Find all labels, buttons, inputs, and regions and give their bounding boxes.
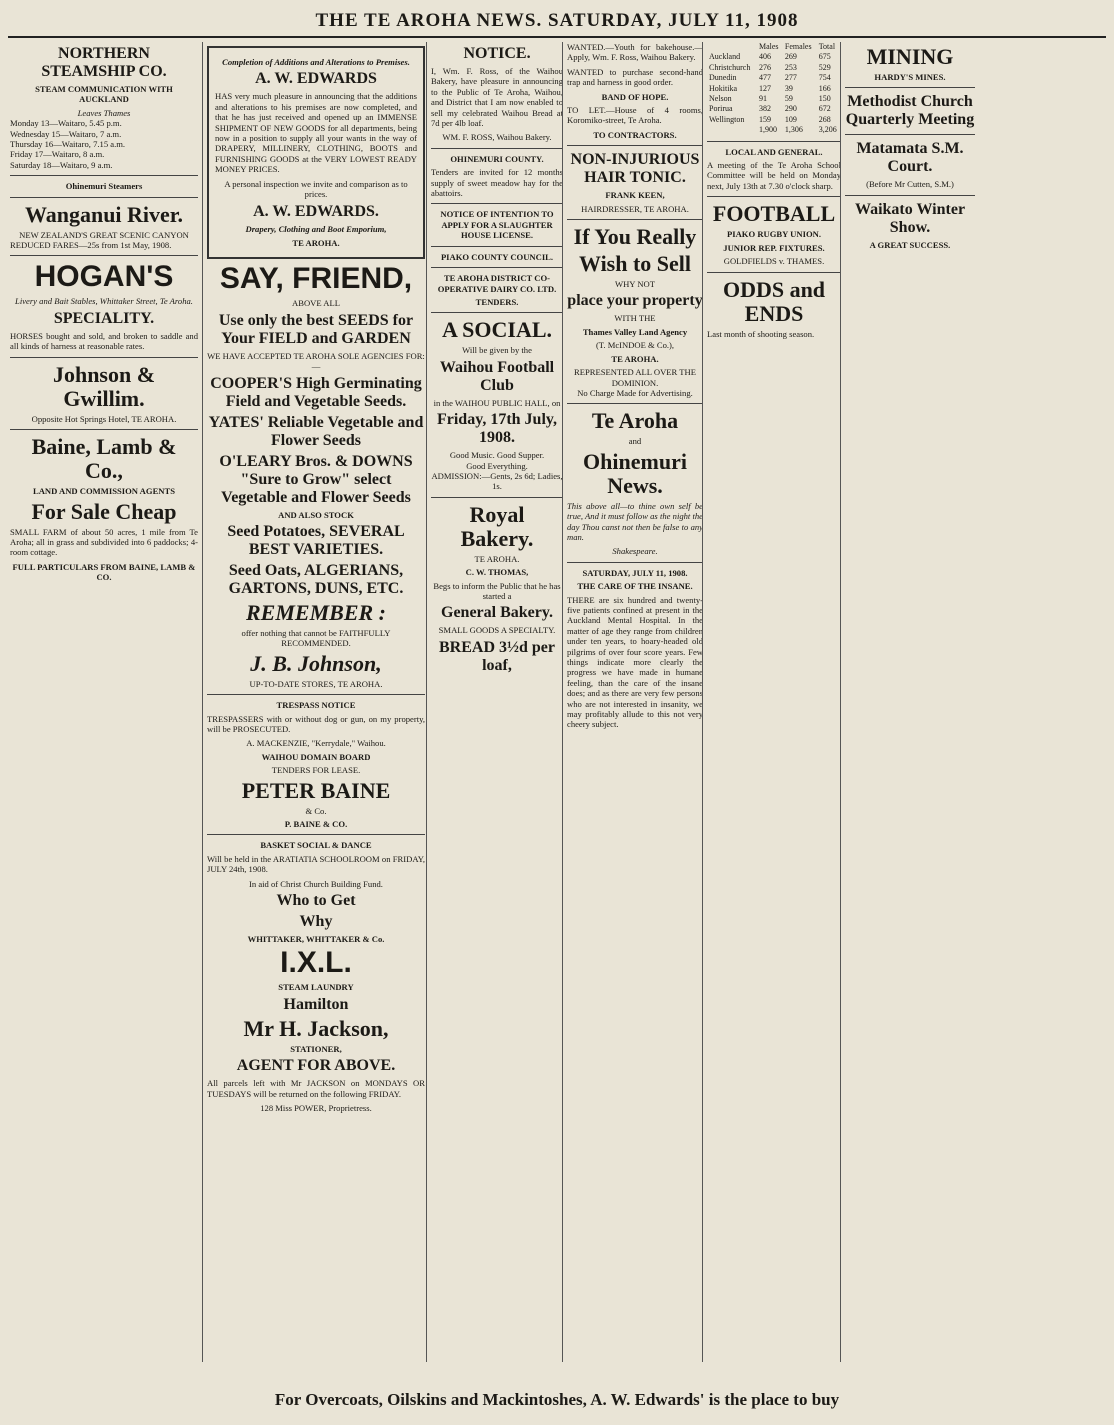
seeds-line: Use only the best SEEDS for Your FIELD and GARDEN <box>218 311 414 347</box>
table-cell: 1,900 <box>758 125 777 135</box>
divider <box>707 196 841 197</box>
edwards-signature: A. W. EDWARDS. <box>253 203 379 221</box>
potatoes-line: Seed Potatoes, SEVERAL BEST VARIETIES. <box>227 522 405 558</box>
steam-laundry: STEAM LAUNDRY <box>278 982 354 993</box>
divider <box>207 834 425 835</box>
paper-name-2: Ohinemuri News. <box>583 448 687 498</box>
table-cell: 1,306 <box>784 125 803 135</box>
no-charge: No Charge Made for Advertising. <box>577 387 693 398</box>
table-cell: 269 <box>784 52 797 62</box>
mcindoe: (T. McINDOE & Co.), <box>595 340 675 351</box>
divider <box>707 141 841 142</box>
table-cell: 672 <box>818 104 831 114</box>
schedule-line: Monday 13—Waitaro, 5.45 p.m. <box>10 118 122 129</box>
steamship-subheading: STEAM COMMUNICATION WITH AUCKLAND <box>35 84 173 105</box>
whittaker: WHITTAKER, WHITTAKER & Co. <box>247 934 385 944</box>
royal-bakery: Royal Bakery. <box>460 501 534 551</box>
table-cell: 268 <box>818 114 831 124</box>
hogan-subheading: Livery and Bait Stables, Whittaker Street, Te Aroha. <box>15 296 193 307</box>
to-let: TO LET.—House of 4 rooms, Koromiko-street, Te Aroha. <box>567 105 703 126</box>
table-cell: 3,206 <box>818 125 837 135</box>
good-music: Good Music. Good Supper. <box>449 450 545 461</box>
wanganui-subheading: NEW ZEALAND'S GREAT SCENIC CANYON <box>19 229 189 240</box>
table-cell: Auckland <box>709 52 741 62</box>
masthead: THE TE AROHA NEWS. SATURDAY, JULY 11, 1908 <box>315 10 799 31</box>
schedule-line: Wednesday 15—Waitaro, 7 a.m. <box>10 128 122 139</box>
agencies-line: WE HAVE ACCEPTED TE AROHA SOLE AGENCIES FOR:— <box>207 350 425 372</box>
table-header: Males <box>758 42 779 51</box>
thomas: C. W. THOMAS, <box>465 567 529 578</box>
power-sign: 128 Miss POWER, Proprietress. <box>260 1103 372 1114</box>
really-line: If You Really <box>573 224 697 250</box>
also-stock: AND ALSO STOCK <box>278 509 354 520</box>
trespass-heading: TRESPASS NOTICE <box>276 700 356 711</box>
begs: Begs to inform the Public that he has started a <box>433 580 561 601</box>
paper-name: Te Aroha <box>591 408 679 434</box>
hardys-heading: HARDY'S MINES. <box>874 72 946 82</box>
admission: ADMISSION:—Gents, 2s 6d; Ladies, 1s. <box>431 470 563 492</box>
yates-line: YATES' Reliable Vegetable and Flower Seeds <box>208 413 424 449</box>
mining-heading: MINING <box>866 44 954 69</box>
johnson-heading: Johnson & Gwillim. <box>52 361 156 411</box>
divider <box>431 203 563 204</box>
table-cell: 290 <box>784 104 797 114</box>
divider <box>567 145 703 146</box>
methodist-heading: Methodist Church Quarterly Meeting <box>845 93 975 129</box>
motto: This above all—to thine own self be true, And it must follow as the night the day Thou canst not then be false to any man. <box>567 500 703 542</box>
royal-town: TE AROHA. <box>474 553 520 564</box>
represented: REPRESENTED ALL OVER THE DOMINION. <box>574 367 696 388</box>
table-header-row <box>707 42 841 52</box>
wish-line: Wish to Sell <box>578 251 692 277</box>
divider <box>567 562 703 563</box>
junior-heading: JUNIOR REP. FIXTURES. <box>723 242 825 253</box>
table-cell: 529 <box>818 62 831 72</box>
insane-heading: THE CARE OF THE INSANE. <box>577 581 693 592</box>
waikato-heading: Waikato Winter Show. <box>854 200 966 236</box>
table-header: Females <box>784 42 812 51</box>
notice-text: I, Wm. F. Ross, of the Waihou Bakery, have pleasure in announcing to the Public of Te Aroha, Waihou, and District that I am now enabled to sell my celebrated Waihou Bread at 7d per 4lb loaf. <box>431 66 563 129</box>
speciality-text: HORSES bought and sold, and broken to saddle and all kinds of harness at reasonable rates. <box>10 330 198 352</box>
intention-heading: NOTICE OF INTENTION TO APPLY FOR A SLAUGHTER HOUSE LICENSE. <box>440 209 554 241</box>
odds-heading: ODDS and ENDS <box>722 276 826 326</box>
great-success: A GREAT SUCCESS. <box>869 239 951 250</box>
waihou-domain-sub: TENDERS FOR LEASE. <box>271 765 361 776</box>
divider <box>10 255 198 256</box>
divider <box>10 357 198 358</box>
divider <box>845 195 975 196</box>
local-text: A meeting of the Te Aroha School Committee will be held on Monday next, July 13th at 7.30 o'clock sharp. <box>707 160 841 191</box>
table-cell: 109 <box>784 114 797 124</box>
trespass-text: TRESPASSERS with or without dog or gun, on my property, will be PROSECUTED. <box>207 713 425 734</box>
basket-aid: In aid of Christ Church Building Fund. <box>249 878 383 889</box>
baine-heading: Baine, Lamb & Co., <box>31 434 177 484</box>
table-cell: Hokitika <box>709 83 737 93</box>
odds-text: Last month of shooting season. <box>707 328 815 339</box>
matamata-heading: Matamata S.M. Court. <box>856 140 964 176</box>
edwards-text: HAS very much pleasure in announcing that the additions and alterations to his premises are now completed, and that he has just received and opened up an IMMENSE SHIPMENT OF NEW GOODS for all departments, being now in a position to supply all your wants in the way of DRAPERY, MILLINERY, CLOTHING, BOOTS and FURNISHING GOODS at the VERY LOWEST READY MONEY PRICES. <box>215 91 417 175</box>
good-everything: Good Everything. <box>466 460 528 471</box>
ohinemuri-county-heading: OHINEMURI COUNTY. <box>450 153 544 164</box>
table-row <box>707 63 841 73</box>
table-cell: 253 <box>784 62 797 72</box>
table-cell: 382 <box>758 104 771 114</box>
with-the: WITH THE <box>614 313 656 324</box>
table-header: Total <box>818 42 836 51</box>
for-sale-heading: For Sale Cheap <box>31 498 177 524</box>
trespass-sign: A. MACKENZIE, "Kerrydale," Waihou. <box>246 738 386 749</box>
divider <box>431 312 563 313</box>
paper-and: and <box>628 436 642 447</box>
peter-baine-co: & Co. <box>305 805 327 816</box>
band-heading: BAND OF HOPE. <box>601 91 669 102</box>
ixl-heading: I.X.L. <box>280 946 352 980</box>
table-cell: 406 <box>758 52 771 62</box>
table-row <box>707 104 841 114</box>
keen-sub: HAIRDRESSER, TE AROHA. <box>581 203 689 214</box>
table-row <box>707 115 841 125</box>
remember-text: offer nothing that cannot be FAITHFULLY RECOMMENDED. <box>241 627 391 649</box>
baine-co: P. BAINE & CO. <box>284 818 348 829</box>
goldfields: GOLDFIELDS v. THAMES. <box>723 256 825 267</box>
table-cell: 477 <box>758 73 771 83</box>
divider <box>845 87 975 88</box>
divider <box>431 148 563 149</box>
jackson: Mr H. Jackson, <box>243 1015 389 1041</box>
divider <box>707 272 841 273</box>
divider <box>207 694 425 695</box>
ohinemuri-county-text: Tenders are invited for 12 months supply of sweet meadow hay for the abattoirs. <box>431 167 563 199</box>
above-all: ABOVE ALL <box>292 298 340 309</box>
say-friend-heading: SAY, FRIEND, <box>219 262 413 296</box>
dairy-heading: TE AROHA DISTRICT CO-OPERATIVE DAIRY CO. LTD. <box>437 273 557 294</box>
johnson-subheading: Opposite Hot Springs Hotel, TE AROHA. <box>31 413 177 424</box>
divider <box>431 267 563 268</box>
matamata-sub: (Before Mr Cutten, S.M.) <box>866 179 954 190</box>
thames-land-agency: Thames Valley Land Agency <box>582 326 688 337</box>
edwards-signature-town: TE AROHA. <box>292 237 340 248</box>
table-cell: 159 <box>758 114 771 124</box>
contractors-heading: TO CONTRACTORS. <box>593 129 677 140</box>
table-cell: 276 <box>758 62 771 72</box>
general-bakery: General Bakery. <box>441 604 553 622</box>
divider <box>567 403 703 404</box>
divider <box>10 197 198 198</box>
football-club: Waihou Football Club <box>439 358 555 394</box>
hogan-heading: HOGAN'S <box>34 260 174 294</box>
motto-attribution: Shakespeare. <box>612 546 658 557</box>
wanganui-heading: Wanganui River. <box>24 201 184 227</box>
table-total-row <box>707 125 841 135</box>
edwards-advert <box>207 46 425 259</box>
stationer: STATIONER, <box>290 1043 342 1054</box>
edwards-invite: A personal inspection we invite and comparison as to prices. <box>224 178 408 200</box>
schedule-line: Saturday 18—Waitaro, 9 a.m. <box>10 159 113 170</box>
speciality-heading: SPECIALITY. <box>53 309 155 327</box>
table-cell: Porirua <box>709 104 733 114</box>
local-heading: LOCAL AND GENERAL. <box>725 146 823 157</box>
social-heading: A SOCIAL. <box>441 317 553 343</box>
hair-tonic-heading: NON-INJURIOUS HAIR TONIC. <box>570 151 700 187</box>
divider <box>567 219 703 220</box>
asylum-stats-table <box>707 42 841 136</box>
table-cell: 127 <box>758 83 771 93</box>
basket-text: Will be held in the ARATIATIA SCHOOLROOM on FRIDAY, JULY 24th, 1908. <box>207 853 425 875</box>
notice-sign: WM. F. ROSS, Waihou Bakery. <box>442 132 552 143</box>
table-header <box>707 42 757 52</box>
column-5 <box>702 42 841 1362</box>
tenders-heading: TENDERS. <box>475 296 519 307</box>
piako-heading: PIAKO COUNTY COUNCIL. <box>440 251 554 262</box>
ohinemuri-heading: Ohinemuri Steamers <box>65 181 143 192</box>
wanted-purchase: WANTED to purchase second-hand trap and harness in good order. <box>567 66 703 88</box>
small-goods: SMALL GOODS A SPECIALTY. <box>438 625 556 636</box>
social-place: in the WAIHOU PUBLIC HALL, on <box>433 397 561 408</box>
why-not: WHY NOT <box>614 279 655 290</box>
table-row <box>707 84 841 94</box>
johnson-signature: J. B. Johnson, <box>250 650 382 676</box>
table-cell: 39 <box>784 83 793 93</box>
notice-heading: NOTICE. <box>463 45 531 62</box>
oleary-line: O'LEARY Bros. & DOWNS "Sure to Grow" select Vegetable and Flower Seeds <box>219 452 413 506</box>
schedule-line: Friday 17—Waitaro, 8 a.m. <box>10 149 105 160</box>
cooper-line: COOPER'S High Germinating Field and Vegetable Seeds. <box>210 374 422 410</box>
table-cell: 150 <box>818 94 831 104</box>
steamship-leaves: Leaves Thames <box>77 107 131 118</box>
table-row <box>707 73 841 83</box>
column-2 <box>202 42 425 1362</box>
bread-price: BREAD 3½d per loaf, <box>438 638 555 674</box>
baine-subheading: LAND AND COMMISSION AGENTS <box>32 486 176 497</box>
table-cell: 91 <box>758 94 767 104</box>
football-sub: PIAKO RUGBY UNION. <box>727 229 821 240</box>
column-4 <box>562 42 703 1362</box>
table-row <box>707 52 841 62</box>
table-cell: Wellington <box>709 114 745 124</box>
table-cell: 59 <box>784 94 793 104</box>
johnson-stores: UP-TO-DATE STORES, TE AROHA. <box>249 678 383 689</box>
table-cell: 754 <box>818 73 831 83</box>
column-6 <box>840 42 975 1362</box>
agent-heading: AGENT FOR ABOVE. <box>236 1057 396 1075</box>
oats-line: Seed Oats, ALGERIANS, GARTONS, DUNS, ETC. <box>228 561 404 597</box>
column-3 <box>426 42 563 1362</box>
edwards-heading: Completion of Additions and Alterations to Premises. <box>222 57 410 67</box>
remember-heading: REMEMBER : <box>246 599 386 625</box>
peter-baine-heading: PETER BAINE <box>241 777 391 803</box>
place-line: place your property <box>567 292 703 310</box>
divider <box>431 246 563 247</box>
column-1 <box>10 42 198 1362</box>
footer-advert: For Overcoats, Oilskins and Mackintoshes, A. W. Edwards' is the place to buy <box>274 1390 840 1409</box>
masthead-rule <box>8 36 1106 38</box>
table-cell: Christchurch <box>709 62 751 72</box>
divider <box>431 497 563 498</box>
for-sale-text: SMALL FARM of about 50 acres, 1 mile from Te Aroha; all in grass and subdivided into 6 paddocks; 4-room cottage. <box>10 526 198 558</box>
te-aroha: TE AROHA. <box>611 353 659 364</box>
keen: FRANK KEEN, <box>605 190 665 201</box>
hamilton: Hamilton <box>283 995 349 1013</box>
social-date: Friday, 17th July, 1908. <box>436 411 558 447</box>
who-to-get: Who to Get <box>276 892 356 909</box>
steamship-heading: NORTHERN STEAMSHIP CO. <box>41 45 167 80</box>
date-line: SATURDAY, JULY 11, 1908. <box>582 567 688 578</box>
social-sub: Will be given by the <box>462 345 532 356</box>
full-particulars: FULL PARTICULARS FROM BAINE, LAMB & CO. <box>12 561 196 583</box>
divider <box>845 134 975 135</box>
divider <box>10 429 198 430</box>
insane-text: THERE are six hundred and twenty-five patients confined at present in the Auckland Mental Hospital. In the matter of age they range from children under ten years, to hoary-headed old pilgrims of over four score years. Few things indicate more clearly the progress we have made in humane feeling, than the care of the insane does; and as there are very few persons who are not interested in insanity, we may profitably allude to this not very cheery subject. <box>567 594 703 730</box>
wanted-youth: WANTED.—Youth for bakehouse.—Apply, Wm. F. Ross, Waihou Bakery. <box>567 42 703 63</box>
edwards-name: A. W. EDWARDS <box>255 70 377 88</box>
reduced-fares: REDUCED FARES—25s from 1st May, 1908. <box>10 240 172 251</box>
table-cell <box>707 125 757 135</box>
table-row <box>707 94 841 104</box>
schedule-line: Thursday 16—Waitaro, 7.15 a.m. <box>10 139 126 150</box>
table-cell: Nelson <box>709 94 732 104</box>
edwards-signature-sub: Drapery, Clothing and Boot Emporium, <box>245 224 387 235</box>
basket-heading: BASKET SOCIAL & DANCE <box>260 840 372 851</box>
table-cell: 277 <box>784 73 797 83</box>
waihou-domain-heading: WAIHOU DOMAIN BOARD <box>261 751 371 762</box>
why: Why <box>299 913 333 930</box>
table-cell: 675 <box>818 52 831 62</box>
agent-text: All parcels left with Mr JACKSON on MONDAYS OR TUESDAYS will be returned on the following FRIDAY. <box>207 1078 425 1099</box>
divider <box>10 175 198 176</box>
table-cell: 166 <box>818 83 831 93</box>
football-heading: FOOTBALL <box>712 201 836 227</box>
table-cell: Dunedin <box>709 73 737 83</box>
